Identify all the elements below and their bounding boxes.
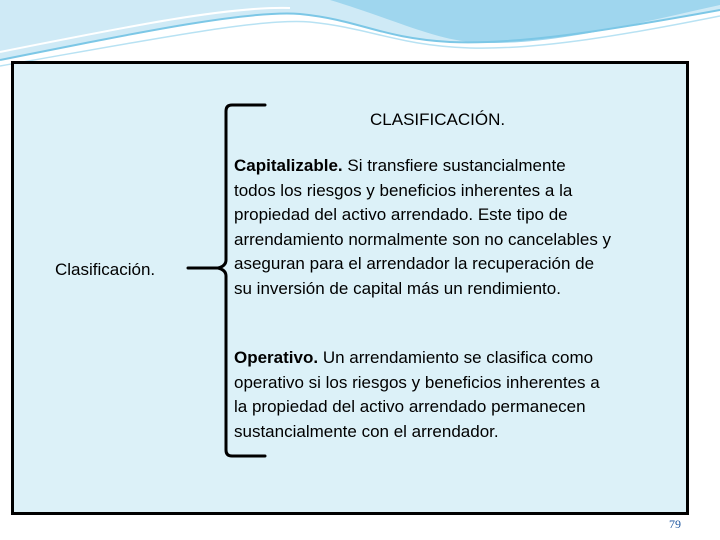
branch-text: Un arrendamiento se clasifica como [322, 348, 594, 367]
branch-line: sustancialmente con el arrendador. [234, 421, 499, 441]
branch-line: propiedad del activo arrendado. Este tipo de [234, 205, 568, 224]
branch-line: su inversión de capital más un rendimiento. [234, 278, 561, 298]
branch-line: la propiedad del activo arrendado permanecen [234, 397, 586, 416]
branch-line: aseguran para el arrendador la recuperación de [234, 254, 595, 273]
branch-term: Operativo. [234, 348, 319, 367]
page-number: 79 [669, 517, 681, 531]
branch-line [234, 154, 684, 179]
branch-line: arrendamiento normalmente son no cancelables y [234, 229, 612, 249]
diagram-heading: CLASIFICACIÓN. [370, 110, 506, 129]
branch-operativo [234, 346, 684, 444]
branch-line: operativo si los riesgos y beneficios inherentes a [234, 372, 600, 392]
branch-text: Si transfiere sustancialmente [347, 156, 566, 175]
branch-capitalizable [234, 154, 684, 301]
branch-line: todos los riesgos y beneficios inherentes a la [234, 180, 573, 200]
branch-term: Capitalizable. [234, 156, 343, 175]
branch-line [234, 346, 684, 371]
root-node-label: Clasificación. [55, 260, 156, 279]
header-decoration [0, 0, 720, 70]
